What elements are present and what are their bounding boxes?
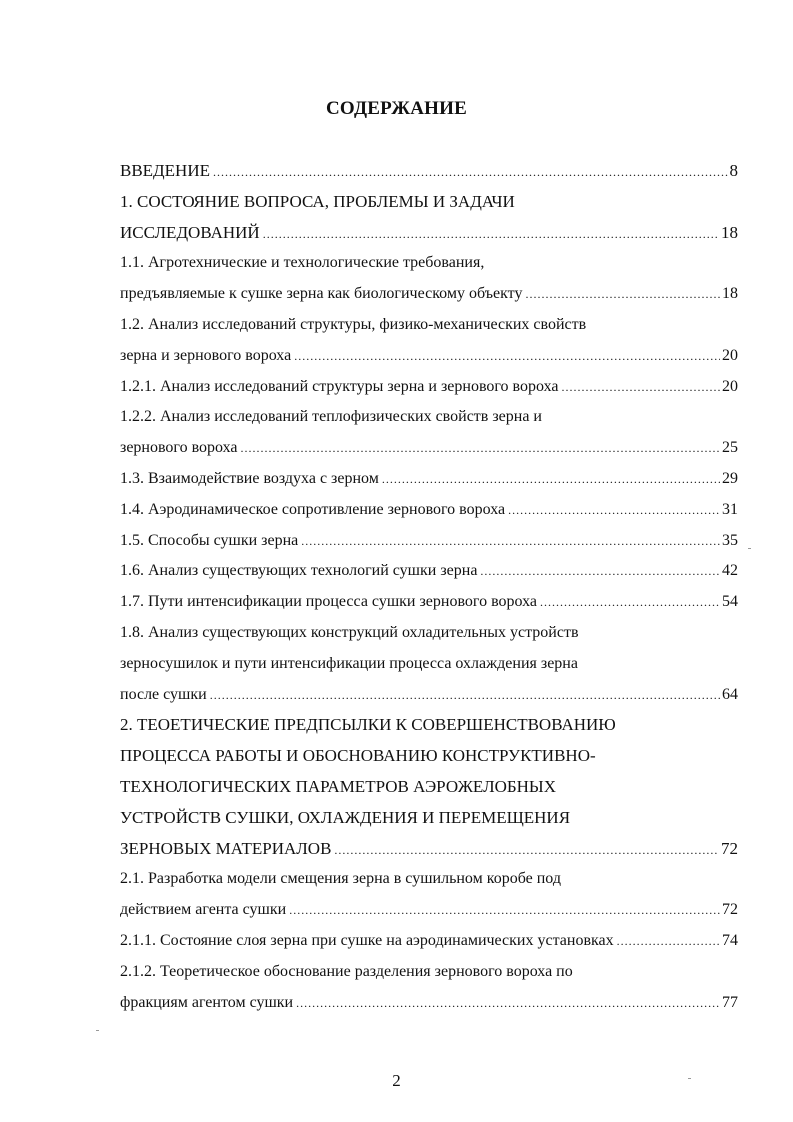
toc-line	[120, 988, 738, 1019]
toc-page-number: 35	[722, 531, 738, 549]
scan-speck	[748, 548, 751, 549]
toc-line: 2. ТЕОЕТИЧЕСКИЕ ПРЕДПСЫЛКИ К СОВЕРШЕНСТВОВАНИЮ	[120, 715, 616, 735]
toc-line	[120, 895, 738, 926]
dot-leader	[263, 219, 719, 249]
toc-page-number: 31	[722, 500, 738, 518]
dot-leader	[562, 372, 721, 403]
toc-line: ПРОЦЕССА РАБОТЫ И ОБОСНОВАНИЮ КОНСТРУКТИВНО-	[120, 746, 596, 766]
toc-page-number: 77	[722, 993, 738, 1011]
dot-leader	[508, 495, 720, 526]
page-title: СОДЕРЖАНИЕ	[326, 98, 467, 119]
toc-line	[120, 279, 738, 310]
toc-entry-text: фракциям агентом сушки	[120, 993, 294, 1011]
toc-line	[120, 926, 738, 957]
toc-line: 1.2.2. Анализ исследований теплофизических свойств зерна и	[120, 408, 542, 426]
toc-line	[120, 156, 738, 187]
toc-line	[120, 526, 738, 557]
toc-line	[120, 218, 738, 249]
toc-line: УСТРОЙСТВ СУШКИ, ОХЛАЖДЕНИЯ И ПЕРЕМЕЩЕНИЯ	[120, 807, 571, 827]
toc-entry-text: зернового вороха	[120, 439, 238, 457]
toc-line: зерносушилок и пути интенсификации процесса охлаждения зерна	[120, 654, 578, 672]
toc-page-number: 72	[721, 838, 738, 858]
toc-line	[120, 587, 738, 618]
toc-entry-text: зерна и зернового вороха	[120, 346, 292, 364]
toc-page-number: 18	[721, 222, 738, 242]
toc-line	[120, 433, 738, 464]
toc-page-number: 42	[722, 562, 738, 580]
dot-leader	[617, 926, 720, 957]
toc-page-number: 29	[722, 469, 738, 487]
toc-line	[120, 680, 738, 711]
page-number: 2	[392, 1071, 401, 1090]
toc-entry-text: 1.2.1. Анализ исследований структуры зерна и зернового вороха	[120, 377, 559, 395]
table-of-contents	[120, 156, 738, 1018]
toc-page-number: 20	[722, 377, 738, 395]
toc-line	[120, 464, 738, 495]
toc-page-number: 64	[722, 685, 738, 703]
dot-leader	[294, 341, 720, 372]
toc-line	[120, 372, 738, 403]
dot-leader	[525, 279, 720, 310]
dot-leader	[382, 464, 720, 495]
toc-entry-text: 1.6. Анализ существующих технологий сушки зерна	[120, 562, 478, 580]
toc-page-number: 8	[729, 161, 738, 180]
toc-entry-text: 2.1.1. Состояние слоя зерна при сушке на аэродинамических установках	[120, 931, 614, 949]
toc-line: ТЕХНОЛОГИЧЕСКИХ ПАРАМЕТРОВ АЭРОЖЕЛОБНЫХ	[120, 776, 557, 796]
toc-entry-text: ИССЛЕДОВАНИЙ	[120, 222, 260, 242]
dot-leader	[213, 157, 728, 187]
toc-line: 1.8. Анализ существующих конструкций охладительных устройств	[120, 623, 579, 641]
scan-speck	[96, 1030, 99, 1031]
dot-leader	[289, 895, 720, 926]
toc-entry-text: 1.3. Взаимодействие воздуха с зерном	[120, 469, 379, 487]
toc-line	[120, 834, 738, 865]
toc-line: 1. СОСТОЯНИЕ ВОПРОСА, ПРОБЛЕМЫ И ЗАДАЧИ	[120, 191, 515, 211]
dot-leader	[241, 433, 720, 464]
toc-entry-text: 1.5. Способы сушки зерна	[120, 531, 299, 549]
toc-page-number: 72	[722, 901, 738, 919]
toc-page-number: 25	[722, 439, 738, 457]
scan-speck	[688, 1078, 691, 1079]
toc-line: 1.2. Анализ исследований структуры, физико-механических свойств	[120, 315, 587, 333]
toc-line	[120, 341, 738, 372]
toc-line	[120, 495, 738, 526]
dot-leader	[296, 988, 720, 1019]
toc-entry-text: ВВЕДЕНИЕ	[120, 161, 210, 180]
toc-entry-text: после сушки	[120, 685, 207, 703]
dot-leader	[540, 587, 720, 618]
toc-entry-text: 1.7. Пути интенсификации процесса сушки зернового вороха	[120, 593, 538, 611]
toc-page-number: 18	[722, 285, 738, 303]
dot-leader	[301, 526, 720, 557]
toc-entry-text: 1.4. Аэродинамическое сопротивление зернового вороха	[120, 500, 506, 518]
toc-page-number: 20	[722, 346, 738, 364]
dot-leader	[210, 680, 720, 711]
toc-entry-text: ЗЕРНОВЫХ МАТЕРИАЛОВ	[120, 838, 332, 858]
toc-entry-text: предъявляемые к сушке зерна как биологическому объекту	[120, 285, 523, 303]
toc-line: 2.1.2. Теоретическое обоснование разделения зернового вороха по	[120, 962, 573, 980]
toc-line: 2.1. Разработка модели смещения зерна в сушильном коробе под	[120, 870, 561, 888]
dot-leader	[480, 556, 720, 587]
toc-line: 1.1. Агротехнические и технологические требования,	[120, 254, 485, 272]
dot-leader	[334, 835, 719, 865]
toc-entry-text: действием агента сушки	[120, 901, 287, 919]
toc-page-number: 54	[722, 593, 738, 611]
toc-line	[120, 556, 738, 587]
toc-page-number: 74	[722, 931, 738, 949]
